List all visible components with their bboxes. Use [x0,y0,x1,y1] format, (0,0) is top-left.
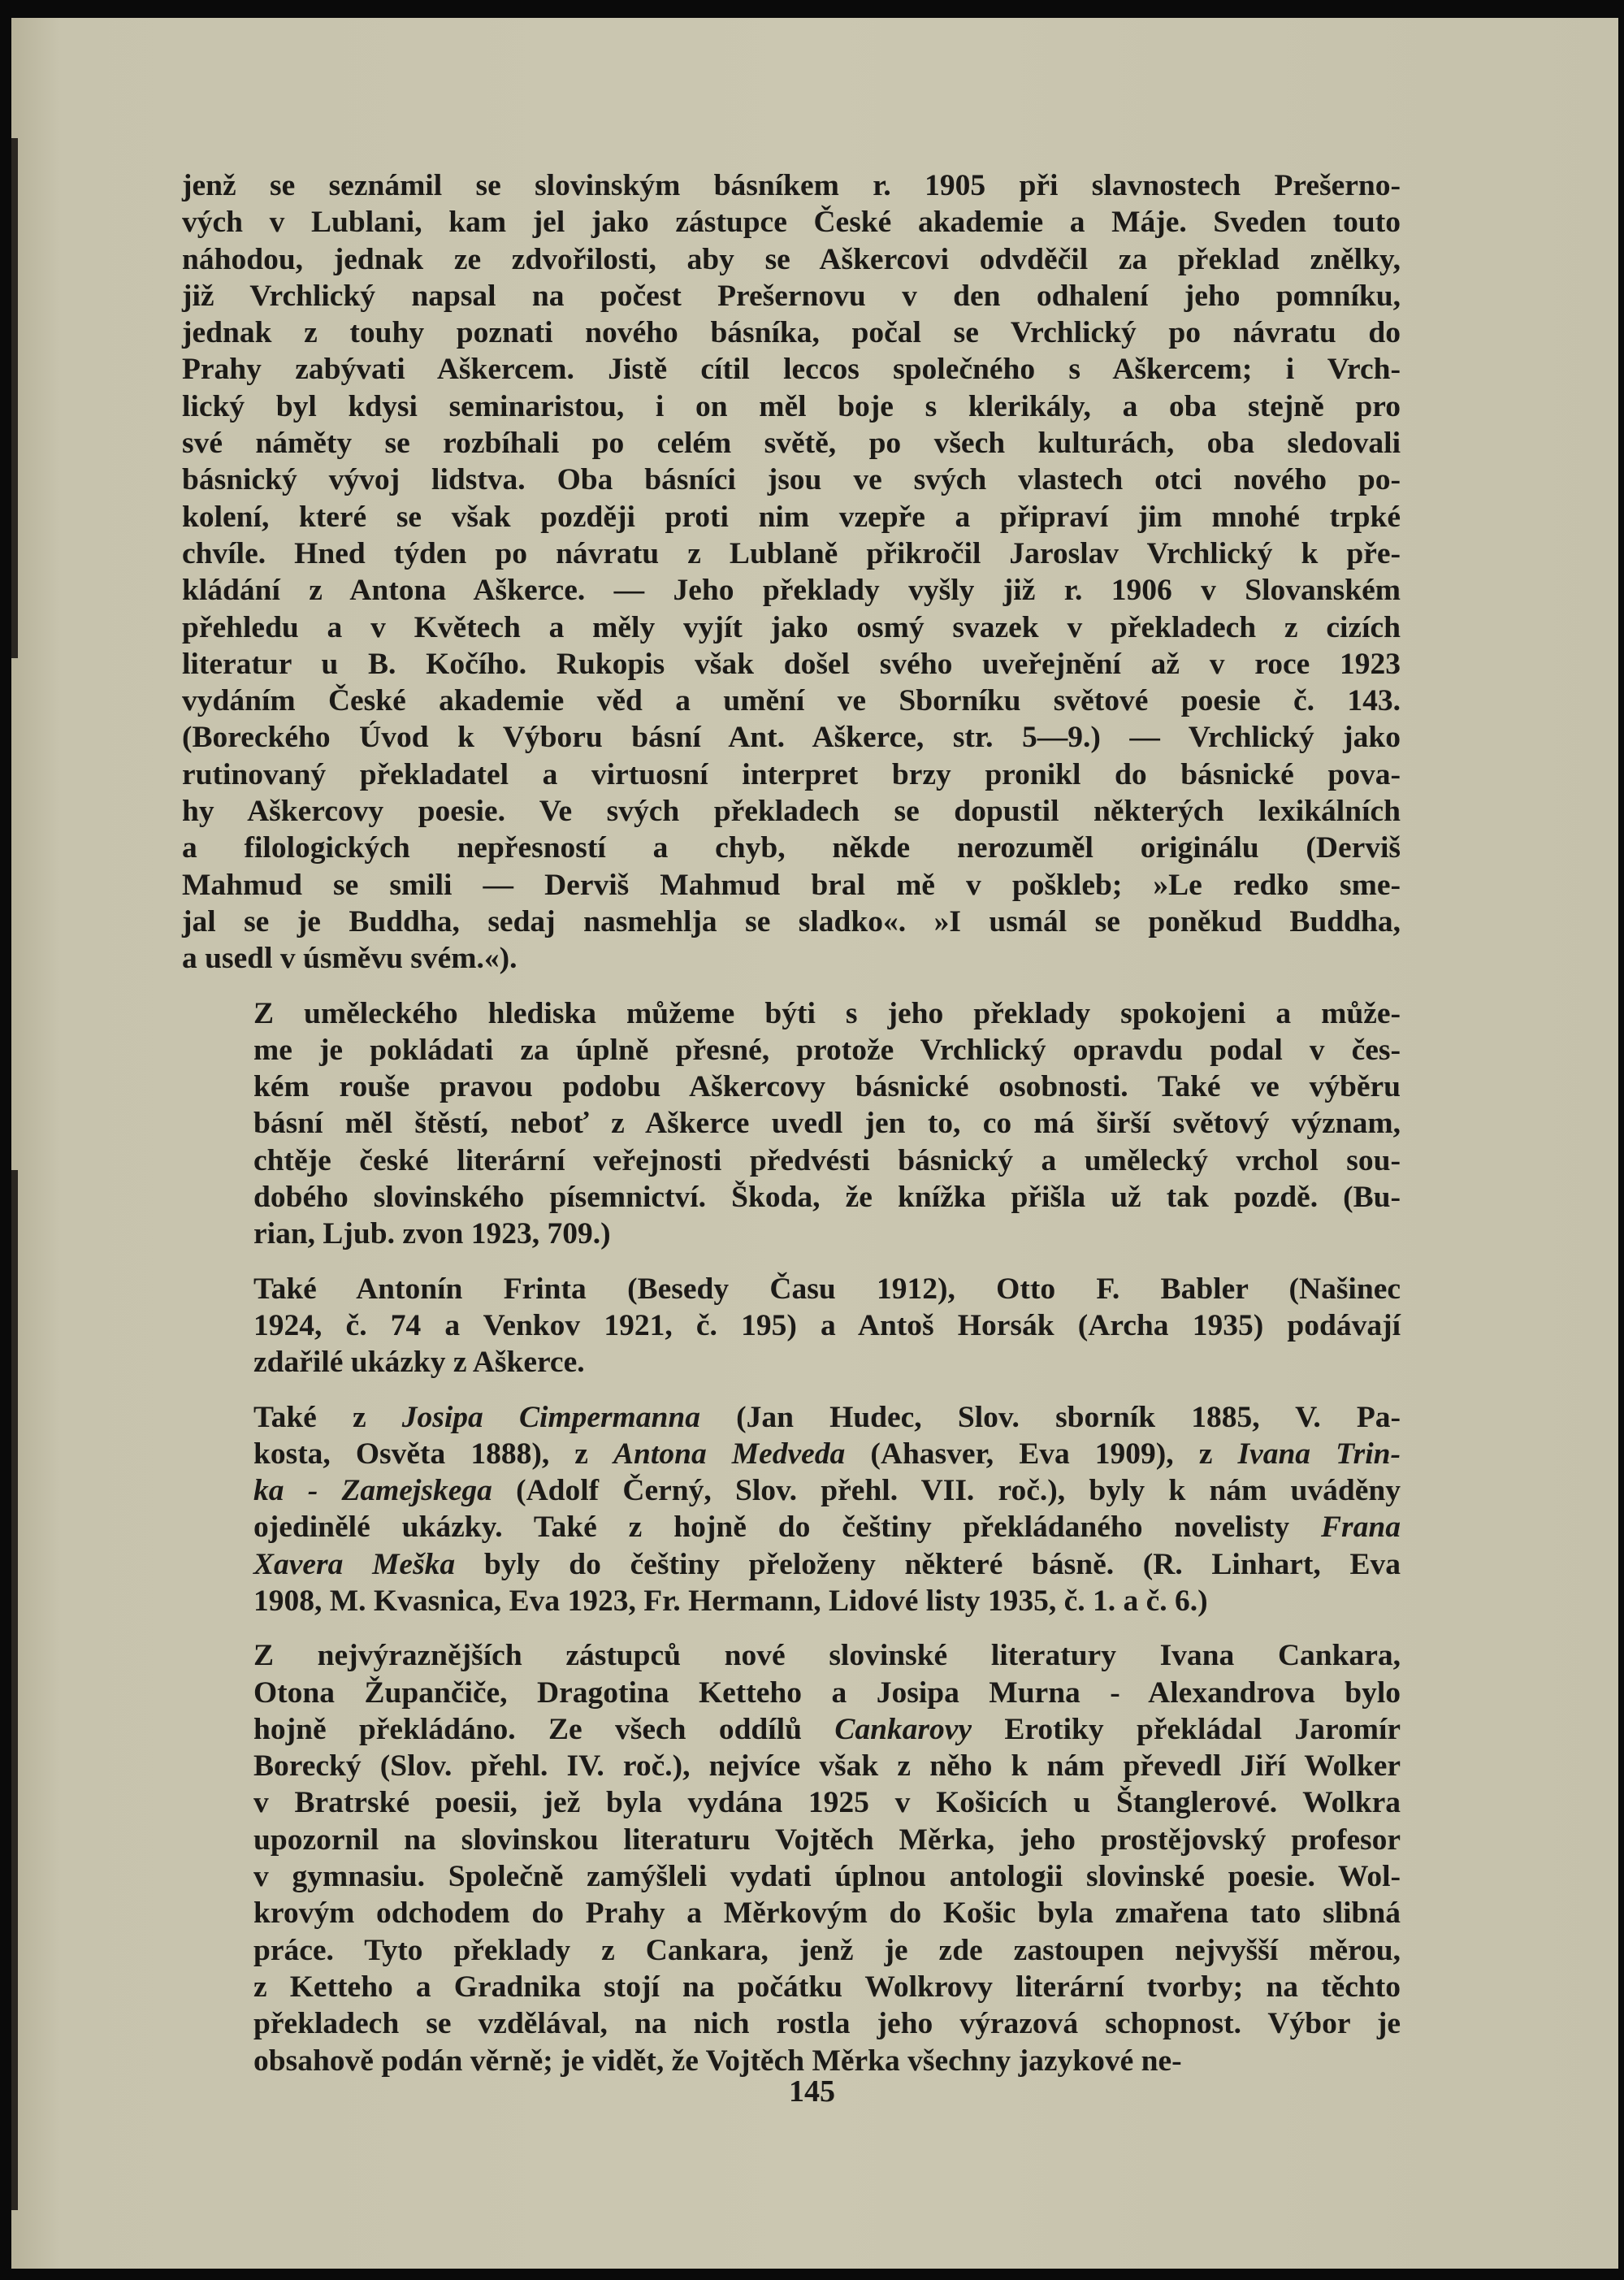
text-line: krovým odchodem do Prahy a Měrkovým do Košic byla zmařena tato slibná [253,1896,1401,1931]
text-line: Borecký (Slov. přehl. IV. roč.), nejvíce však z něho k nám převedl Jiří Wolker [253,1749,1401,1784]
text-line: již Vrchlický napsal na počest Prešernovu v den odhalení jeho pomníku, [182,279,1401,313]
text-line: 1924, č. 74 a Venkov 1921, č. 195) a Antoš Horsák (Archa 1935) podávají [253,1308,1401,1342]
italic-name: Xavera Meška [253,1547,456,1581]
paragraph [182,167,1401,977]
text-line: obsahově podán věrně; je vidět, že Vojtěch Měrka všechny jazykové ne- [253,2044,1182,2078]
text-line: zdařilé ukázky z Aškerce. [253,1346,585,1380]
text-line: chvíle. Hned týden po návratu z Lublaně přikročil Jaroslav Vrchlický k pře- [182,536,1401,570]
text-line: literatur u B. Kočího. Rukopis však došel svého uveřejnění až v roce 1923 [182,647,1401,681]
italic-name: Antona Medveda [613,1437,846,1471]
text-line: přehledu a v Květech a měly vyjít jako osmý svazek v překladech z cizích [182,610,1401,644]
text-line: a filologických nepřesností a chyb, někde nerozuměl originálu (Derviš [182,831,1401,865]
text-line: ojedinělé ukázky. Také z hojně do češtiny překládaného novelisty Frana [253,1511,1401,1545]
text-line: Mahmud se smili — Derviš Mahmud bral mě v poškleb; »Le redko sme- [182,868,1401,902]
text-line: náhodou, jednak ze zdvořilosti, aby se Aškercovi odvděčil za překlad znělky, [182,242,1401,276]
text-line: překladech se vzdělával, na nich rostla jeho výrazová schopnost. Výbor je [253,2007,1401,2041]
italic-name: Ivana Trin- [1237,1437,1401,1471]
italic-name: Frana [1321,1511,1401,1545]
text-line: kládání z Antona Aškerce. — Jeho překlady vyšly již r. 1906 v Slovanském [182,574,1401,608]
text-line: me je pokládati za úplně přesné, protože Vrchlický opravdu podal v čes- [253,1033,1401,1067]
text-line: ka - Zamejskega (Adolf Černý, Slov. přehl. VII. roč.), byly k nám uváděny [253,1474,1401,1508]
text-line: Xavera Meška byly do češtiny přeloženy některé básně. (R. Linhart, Eva [253,1547,1401,1581]
text-line: hy Aškercovy poesie. Ve svých překladech se dopustil některých lexikálních [182,795,1401,829]
text-line: Z uměleckého hlediska můžeme býti s jeho překlady spokojeni a může- [253,996,1401,1030]
paragraph [182,1399,1401,1620]
text-line: dobého slovinského písemnictví. Škoda, že knížka přišla už tak pozdě. (Bu- [253,1181,1401,1215]
text-line: hojně překládáno. Ze všech oddílů Cankarovy Erotiky překládal Jaromír [253,1712,1401,1746]
text-line: kolení, které se však později proti nim vzepře a připraví jim mnohé trpké [182,500,1401,534]
spine-edge-mark [11,138,18,658]
text-line: básnický vývoj lidstva. Oba básníci jsou ve svých vlastech otci nového po- [182,463,1401,497]
text-line: a usedl v úsměvu svém.«). [182,942,518,976]
text-line: z Ketteho a Gradnika stojí na počátku Wolkrovy literární tvorby; na těchto [253,1970,1401,2004]
text-line: rian, Ljub. zvon 1923, 709.) [253,1217,611,1251]
text-line: práce. Tyto překlady z Cankara, jenž je zde zastoupen nejvyšší měrou, [253,1933,1401,1967]
text-line: Prahy zabývati Aškercem. Jistě cítil leccos společného s Aškercem; i Vrch- [182,353,1401,387]
text-line: vých v Lublani, kam jel jako zástupce České akademie a Máje. Sveden touto [182,206,1401,240]
italic-name: ka - Zamejskega [253,1474,492,1508]
paragraph [182,1637,1401,2079]
text-line: (Boreckého Úvod k Výboru básní Ant. Aškerce, str. 5—9.) — Vrchlický jako [182,721,1401,755]
text-line: v Bratrské poesii, jež byla vydána 1925 v Košicích u Štanglerové. Wolkra [253,1786,1401,1820]
text-line: upozornil na slovinskou literaturu Vojtěch Měrka, jeho prostějovský profesor [253,1823,1401,1857]
text-line: Otona Župančiče, Dragotina Ketteho a Josipa Murna - Alexandrova bylo [253,1675,1401,1710]
text-line: v gymnasiu. Společně zamýšleli vydati úplnou antologii slovinské poesie. Wol- [253,1860,1401,1894]
page-number: 145 [789,2074,835,2109]
text-line: své náměty se rozbíhali po celém světě, po všech kulturách, oba sledovali [182,427,1401,461]
paragraph [182,1271,1401,1381]
text-line: chtěje české literární veřejnosti předvésti básnický a umělecký vrchol sou- [253,1143,1401,1177]
text-line: kém rouše pravou podobu Aškercovy básnické osobnosti. Také ve výběru [253,1070,1401,1104]
text-line: Také z Josipa Cimpermanna (Jan Hudec, Slov. sborník 1885, V. Pa- [253,1400,1401,1434]
text-line: kosta, Osvěta 1888), z Antona Medveda (Ahasver, Eva 1909), z Ivana Trin- [253,1437,1401,1471]
text-line: Také Antonín Frinta (Besedy Času 1912), Otto F. Babler (Našinec [253,1272,1401,1306]
text-line: lický byl kdysi seminaristou, i on měl boje s klerikály, a oba stejně pro [182,389,1401,423]
text-line: jenž se seznámil se slovinským básníkem r. 1905 při slavnostech Prešerno- [182,169,1401,202]
text-line: vydáním České akademie věd a umění ve Sborníku světové poesie č. 143. [182,684,1401,718]
text-line: Z nejvýraznějších zástupců nové slovinské literatury Ivana Cankara, [253,1639,1401,1673]
text-line: 1908, M. Kvasnica, Eva 1923, Fr. Hermann, Lidové listy 1935, č. 1. a č. 6.) [253,1584,1208,1618]
paragraph [182,995,1401,1253]
text-line: jal se je Buddha, sedaj nasmehlja se sladko«. »I usmál se poněkud Buddha, [182,904,1401,938]
italic-name: Cankarovy [834,1712,972,1746]
text-line: básní měl štěstí, neboť z Aškerce uvedl jen to, co má širší světový význam, [253,1107,1401,1141]
spine-edge-mark [11,1170,18,2210]
body-text [182,167,1401,2097]
text-line: rutinovaný překladatel a virtuosní interpret brzy pronikl do básnické pova- [182,757,1401,791]
text-line: jednak z touhy poznati nového básníka, počal se Vrchlický po návratu do [182,316,1401,350]
italic-name: Josipa Cimpermanna [401,1400,700,1434]
